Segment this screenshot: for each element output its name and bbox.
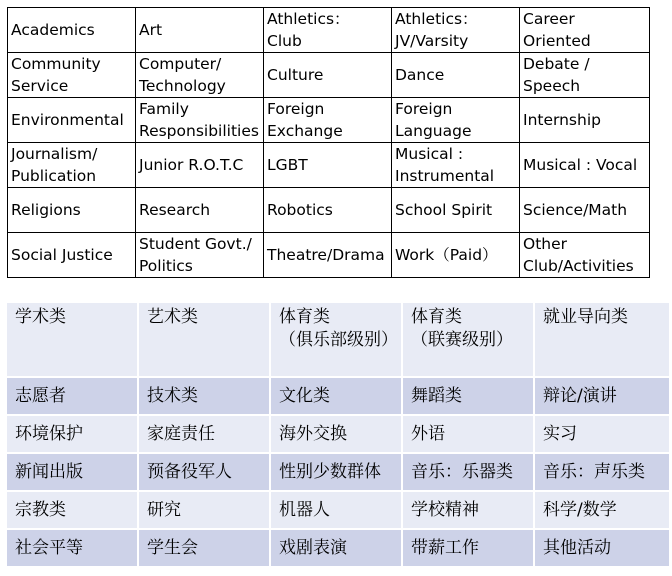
table-cell: Athletics： JV/Varsity [392, 8, 520, 53]
table-row [8, 143, 650, 188]
table-cell: 环境保护 [7, 416, 137, 452]
table-cell: 科学/数学 [535, 492, 669, 528]
table-cell: School Spirit [392, 188, 520, 233]
table-cell: Musical : Instrumental [392, 143, 520, 188]
table-cell: Culture [264, 53, 392, 98]
table-cell: 社会平等 [7, 530, 137, 566]
table-cell: 戏剧表演 [271, 530, 401, 566]
table-cell: Other Club/Activities [520, 233, 650, 278]
table-row [7, 492, 669, 528]
table-row [7, 530, 669, 566]
header-cell: 就业导向类 [535, 303, 669, 376]
table-cell: Theatre/Drama [264, 233, 392, 278]
table-row [8, 188, 650, 233]
table-cell: Robotics [264, 188, 392, 233]
table-cell: LGBT [264, 143, 392, 188]
table-row [8, 8, 650, 53]
table-cell: 家庭责任 [139, 416, 269, 452]
header-cell: 体育类 （俱乐部级别） [271, 303, 401, 376]
chinese-activities-table [5, 301, 671, 568]
table-cell: 其他活动 [535, 530, 669, 566]
table-cell: Work（Paid） [392, 233, 520, 278]
table-cell: Career Oriented [520, 8, 650, 53]
table-cell: Foreign Language [392, 98, 520, 143]
header-cell: 体育类 （联赛级别） [403, 303, 533, 376]
table-cell: Religions [8, 188, 136, 233]
table-cell: 志愿者 [7, 378, 137, 414]
table-row [7, 378, 669, 414]
table-cell: Art [136, 8, 264, 53]
table-cell: 机器人 [271, 492, 401, 528]
table-cell: 学校精神 [403, 492, 533, 528]
header-cell: 艺术类 [139, 303, 269, 376]
table-row [7, 454, 669, 490]
table-cell: Family Responsibilities [136, 98, 264, 143]
table-cell: 实习 [535, 416, 669, 452]
table-cell: Research [136, 188, 264, 233]
table-cell: 新闻出版 [7, 454, 137, 490]
table-cell: Athletics： Club [264, 8, 392, 53]
table-row [8, 53, 650, 98]
table-cell: Environmental [8, 98, 136, 143]
table-cell: 海外交换 [271, 416, 401, 452]
table-row [7, 416, 669, 452]
table-cell: Dance [392, 53, 520, 98]
table-cell: Journalism/ Publication [8, 143, 136, 188]
table-cell: Computer/ Technology [136, 53, 264, 98]
table-cell: 性别少数群体 [271, 454, 401, 490]
table-cell: Debate / Speech [520, 53, 650, 98]
table-cell: Junior R.O.T.C [136, 143, 264, 188]
table-cell: Musical : Vocal [520, 143, 650, 188]
table-cell: Foreign Exchange [264, 98, 392, 143]
table-cell: Academics [8, 8, 136, 53]
header-cell: 学术类 [7, 303, 137, 376]
table-cell: 文化类 [271, 378, 401, 414]
table-cell: 舞蹈类 [403, 378, 533, 414]
table-cell: 学生会 [139, 530, 269, 566]
table-cell: 技术类 [139, 378, 269, 414]
table-cell: Student Govt./ Politics [136, 233, 264, 278]
table-cell: 音乐：乐器类 [403, 454, 533, 490]
table-cell: 外语 [403, 416, 533, 452]
table-cell: Internship [520, 98, 650, 143]
english-activities-table [7, 7, 650, 278]
table-row [8, 98, 650, 143]
table-cell: 带薪工作 [403, 530, 533, 566]
table-cell: Community Service [8, 53, 136, 98]
table-cell: Science/Math [520, 188, 650, 233]
table-cell: 辩论/演讲 [535, 378, 669, 414]
table-cell: 预备役军人 [139, 454, 269, 490]
table-cell: 音乐：声乐类 [535, 454, 669, 490]
table-cell: 研究 [139, 492, 269, 528]
table-cell: 宗教类 [7, 492, 137, 528]
table-row [8, 233, 650, 278]
table-cell: Social Justice [8, 233, 136, 278]
table-header-row [7, 303, 669, 376]
